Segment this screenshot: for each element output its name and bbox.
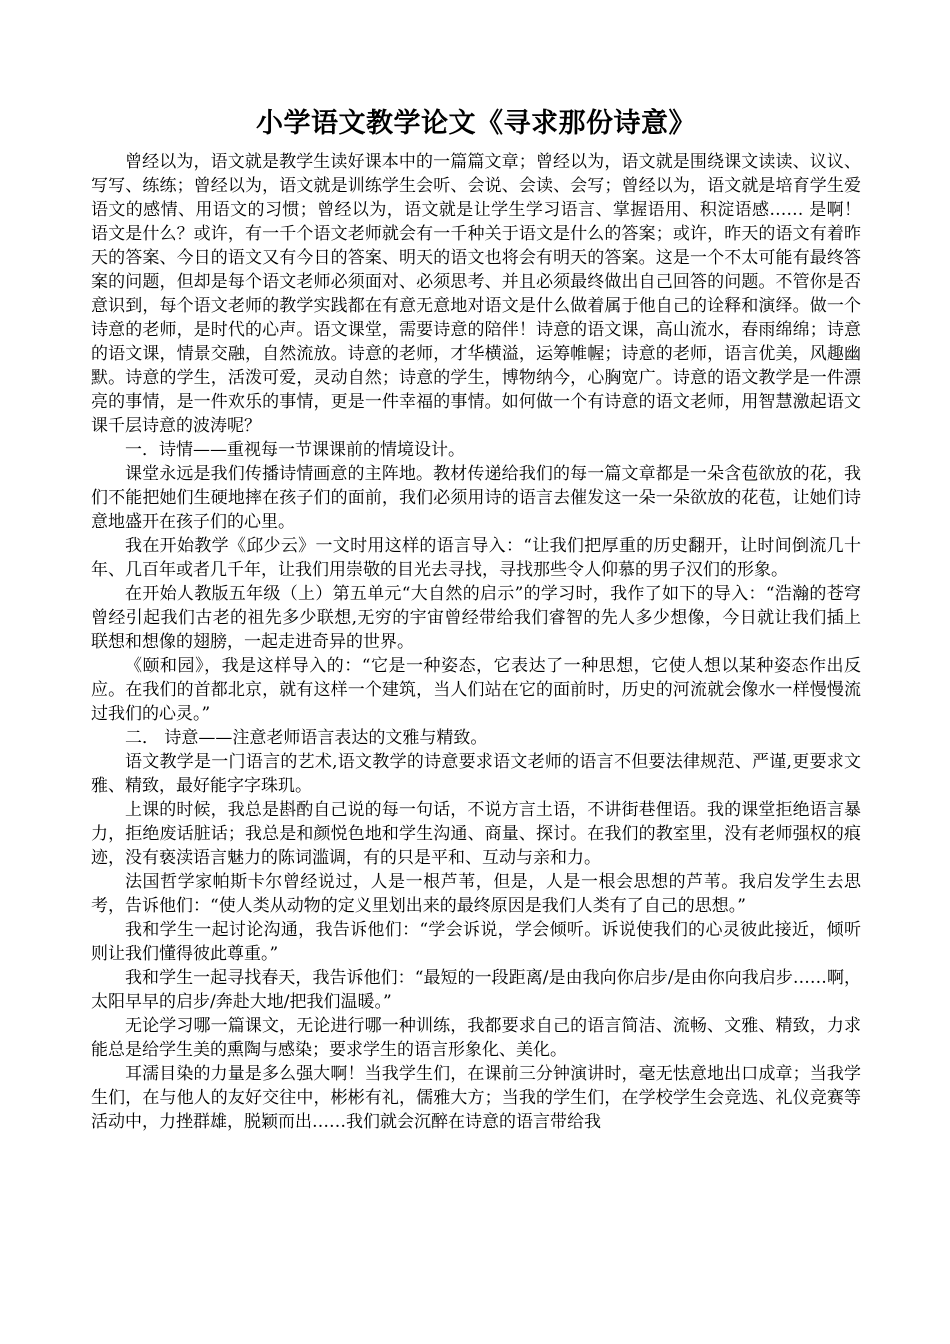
paragraph: 无论学习哪一篇课文，无论进行哪一种训练，我都要求自己的语言简洁、流畅、文雅、精致，力求能总是给学生美的熏陶与感染；要求学生的语言形象化、美化。	[91, 1016, 861, 1060]
paragraph: 在开始人教版五年级（上）第五单元“大自然的启示”的学习时，我作了如下的导入：“浩瀚的苍穹曾经引起我们古老的祖先多少联想,无穷的宇宙曾经带给我们睿智的先人多少想像，今日就让我们插上联想和想像的翅膀，一起走进奇异的世界。	[91, 584, 861, 652]
paragraph: 我在开始教学《邱少云》一文时用这样的语言导入：“让我们把厚重的历史翻开，让时间倒流几十年、几百年或者几千年，让我们用崇敬的目光去寻找，寻找那些令人仰慕的男子汉们的形象。	[91, 536, 861, 580]
paragraph: 上课的时候，我总是斟酌自己说的每一句话，不说方言土语，不讲街巷俚语。我的课堂拒绝语言暴力，拒绝废话脏话；我总是和颜悦色地和学生沟通、商量、探讨。在我们的教室里，没有老师强权的痕迹，没有亵渎语言魅力的陈词滥调，有的只是平和、互动与亲和力。	[91, 800, 861, 868]
paragraph-intro: 曾经以为，语文就是教学生读好课本中的一篇篇文章；曾经以为，语文就是围绕课文读读、议议、写写、练练；曾经以为，语文就是训练学生会听、会说、会读、会写；曾经以为，语文就是培育学生爱语文的感情、用语文的习惯；曾经以为，语文就是让学生学习语言、掌握语用、积淀语感…… 是啊！语文是什么？或许，有一千个语文老师就会有一千种关于语文是什么的答案；或许，昨天的语文有着昨天的答案、今日的语文又有今日的答案、明天的语文也将会有明天的答案。这是一个不太可能有最终答案的问题，但却是每个语文老师必须面对、必须思考、并且必须最终做出自己回答的问题。不管你是否意识到，每个语文老师的教学实践都在有意无意地对语文是什么做着属于他自己的诠释和演绎。做一个诗意的老师，是时代的心声。语文课堂，需要诗意的陪伴！诗意的语文课，高山流水，春雨绵绵；诗意的语文课，情景交融，自然流放。诗意的老师，才华横溢，运筹帷幄；诗意的老师，语言优美，风趣幽默。诗意的学生，活泼可爱，灵动自然；诗意的学生，博物纳今，心胸宽广。诗意的语文教学是一件漂亮的事情，是一件欢乐的事情，更是一件幸福的事情。如何做一个有诗意的语文老师，用智慧激起语文课千层诗意的波涛呢？	[91, 152, 861, 436]
section-heading-2: 二． 诗意——注意老师语言表达的文雅与精致。	[125, 728, 488, 748]
paragraph: 我和学生一起寻找春天，我告诉他们：“最短的一段距离/是由我向你启步/是由你向我启步……啊，太阳早早的启步/奔赴大地/把我们温暖。”	[91, 968, 861, 1012]
paragraph: 《颐和园》，我是这样导入的：“它是一种姿态，它表达了一种思想，它使人想以某种姿态作出反应。在我们的首都北京，就有这样一个建筑，当人们站在它的面前时，历史的河流就会像水一样慢慢流过我们的心灵。”	[91, 656, 861, 724]
paragraph: 法国哲学家帕斯卡尔曾经说过，人是一根芦苇，但是，人是一根会思想的芦苇。我启发学生去思考，告诉他们：“使人类从动物的定义里划出来的最终原因是我们人类有了自己的思想。”	[91, 872, 861, 916]
paragraph: 课堂永远是我们传播诗情画意的主阵地。教材传递给我们的每一篇文章都是一朵含苞欲放的花，我们不能把她们生硬地摔在孩子们的面前，我们必须用诗的语言去催发这一朵一朵欲放的花苞，让她们诗意地盛开在孩子们的心里。	[91, 464, 861, 532]
paragraph: 语文教学是一门语言的艺术,语文教学的诗意要求语文老师的语言不但要法律规范、严谨,更要求文雅、精致，最好能字字珠玑。	[91, 752, 861, 796]
document-page	[91, 104, 861, 1134]
paragraph: 我和学生一起讨论沟通，我告诉他们：“学会诉说，学会倾听。诉说使我们的心灵彼此接近，倾听则让我们懂得彼此尊重。”	[91, 920, 861, 964]
document-body	[91, 150, 861, 1134]
document-title: 小学语文教学论文《寻求那份诗意》	[256, 108, 696, 139]
section-heading-1: 一．诗情——重视每一节课课前的情境设计。	[125, 440, 465, 460]
paragraph: 耳濡目染的力量是多么强大啊！当我学生们，在课前三分钟演讲时，毫无怯意地出口成章；当我学生们，在与他人的友好交往中，彬彬有礼，儒雅大方；当我的学生们，在学校学生会竞选、礼仪竞赛等活动中，力挫群雄，脱颖而出……我们就会沉醉在诗意的语言带给我	[91, 1064, 861, 1132]
